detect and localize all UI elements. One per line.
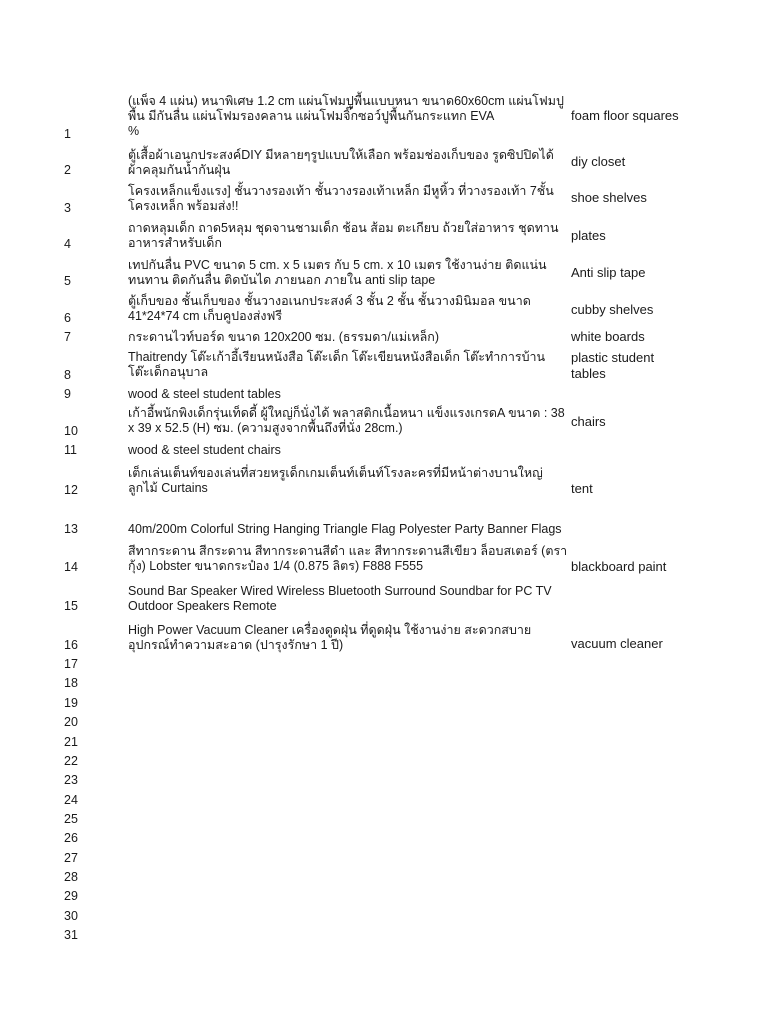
item-category: cubby shelves — [571, 302, 654, 317]
row-number: 31 — [64, 928, 78, 942]
item-description: Sound Bar Speaker Wired Wireless Bluetooth Surround Soundbar for PC TV Outdoor Speakers Remote — [128, 584, 552, 613]
table-row — [0, 888, 768, 907]
item-category: plates — [571, 228, 606, 243]
item-category: Anti slip tape — [571, 265, 646, 280]
row-number: 9 — [64, 387, 71, 401]
table-row — [0, 542, 768, 580]
table-row — [0, 621, 768, 657]
item-category: foam floor squares — [571, 108, 679, 123]
row-number: 21 — [64, 735, 78, 749]
table-row — [0, 772, 768, 791]
row-number: 22 — [64, 754, 78, 768]
row-number: 7 — [64, 330, 71, 344]
table-row — [0, 714, 768, 733]
item-description: wood & steel student chairs — [128, 443, 281, 457]
table-row — [0, 734, 768, 753]
row-number: 18 — [64, 676, 78, 690]
table-row — [0, 869, 768, 888]
row-number: 25 — [64, 812, 78, 826]
table-row — [0, 830, 768, 849]
row-number: 8 — [64, 368, 71, 382]
item-description: ตู้เสื้อผ้าเอนกประสงค์DIY มีหลายๆรูปแบบให้เลือก พร้อมช่องเก็บของ รูดซิปปิดได้ ผ้าคลุมกันน้ำกันฝุ่น — [128, 148, 554, 177]
table-row — [0, 908, 768, 927]
table-row — [0, 811, 768, 830]
table-row — [0, 850, 768, 869]
table-row — [0, 220, 768, 256]
table-row — [0, 146, 768, 180]
table-row — [0, 753, 768, 772]
row-number: 27 — [64, 851, 78, 865]
row-number: 19 — [64, 696, 78, 710]
table-row — [0, 385, 768, 403]
item-category: white boards — [571, 329, 645, 344]
row-number: 10 — [64, 424, 78, 438]
row-number: 14 — [64, 560, 78, 574]
row-number: 29 — [64, 889, 78, 903]
table-row — [0, 92, 768, 142]
item-description: กระดานไวท์บอร์ด ขนาด 120x200 ซม. (ธรรมดา/แม่เหล็ก) — [128, 330, 440, 344]
item-category: vacuum cleaner — [571, 636, 663, 651]
row-number: 4 — [64, 237, 71, 251]
item-category: plastic student tables — [571, 350, 655, 381]
table-row — [0, 695, 768, 714]
item-category: diy closet — [571, 154, 626, 169]
item-description: Thaitrendy โต๊ะเก้าอี้เรียนหนังสือ โต๊ะเด็ก โต๊ะเขียนหนังสือเด็ก โต๊ะทำการบ้าน โต๊ะเด็กอนุบาล — [128, 350, 546, 379]
item-description: ตู้เก็บของ ชั้นเก็บของ ชั้นวางอเนกประสงค์ 3 ชั้น 2 ชั้น ชั้นวางมินิมอล ขนาด 41*24*74 cm เก็บคูปองส่งฟรี — [128, 294, 531, 323]
table-row — [0, 792, 768, 811]
item-description: wood & steel student tables — [128, 387, 281, 401]
item-category: blackboard paint — [571, 559, 667, 574]
row-number: 23 — [64, 773, 78, 787]
row-number: 6 — [64, 311, 71, 325]
table-row — [0, 328, 768, 348]
table-row — [0, 441, 768, 459]
item-description: เก้าอี้พนักพิงเด็กรุ่นเท็ดดี้ ผู้ใหญ่ก็นั่งได้ พลาสติกเนื้อหนา แข็งแรงเกรดA ขนาด : 38 x 39 x 52.5 (H) ซม. (ความสูงจากพื้นถึงที่นั่ง 28cm.) — [128, 406, 565, 435]
item-category: chairs — [571, 414, 606, 429]
row-number: 26 — [64, 831, 78, 845]
item-description: 40m/200m Colorful String Hanging Triangle Flag Polyester Party Banner Flags — [128, 522, 562, 536]
table-row — [0, 675, 768, 694]
table-row — [0, 656, 768, 675]
row-number: 28 — [64, 870, 78, 884]
item-description: High Power Vacuum Cleaner เครื่องดูดฝุ่น ที่ดูดฝุ่น ใช้งานง่าย สะดวกสบาย อุปกรณ์ทำความสะอาด (ปารุงรักษา 1 ปี) — [128, 623, 532, 652]
row-number: 11 — [64, 443, 77, 457]
row-number: 5 — [64, 274, 71, 288]
table-row — [0, 520, 768, 540]
row-number: 17 — [64, 657, 78, 671]
item-description: เต็กเล่นเต็นท์ของเล่นที่สวยหรูเด็กเกมเต็นท์เต็นท์โรงละครที่มีหน้าต่างบานใหญ่ลูกไม้ Curtains — [128, 466, 543, 495]
table-row — [0, 182, 768, 218]
table-row — [0, 927, 768, 946]
table-row — [0, 256, 768, 292]
row-number: 24 — [64, 793, 78, 807]
item-description: เทปกันลื่น PVC ขนาด 5 cm. x 5 เมตร กับ 5 cm. x 10 เมตร ใช้งานง่าย ติดแน่น ทนทาน ติดกันลื่น ติดบันได ภายนอก ภายใน anti slip tape — [128, 258, 547, 287]
item-description: ถาดหลุมเด็ก ถาด5หลุม ชุดจานชามเด็ก ช้อน ส้อม ตะเกียบ ถ้วยใส่อาหาร ชุดทานอาหารสำหรับเด็ก — [128, 221, 559, 250]
item-category: tent — [571, 481, 593, 496]
row-number: 30 — [64, 909, 78, 923]
row-number: 2 — [64, 163, 71, 177]
table-row — [0, 582, 768, 622]
item-category: shoe shelves — [571, 190, 647, 205]
row-number: 15 — [64, 599, 78, 613]
table-row — [0, 462, 768, 502]
table-row — [0, 348, 768, 384]
item-description: สีทากระดาน สีกระดาน สีทากระดานสีดำ และ สีทากระดานสีเขียว ล็อบสเตอร์ (ตรากุ้ง) Lobster ขนาดกระป๋อง 1/4 (0.875 ลิตร) F888 F555 — [128, 544, 568, 573]
row-number: 1 — [64, 127, 71, 141]
row-number: 16 — [64, 638, 78, 652]
row-number: 12 — [64, 483, 78, 497]
row-number: 20 — [64, 715, 78, 729]
item-description: (แพ็จ 4 แผ่น) หนาพิเศษ 1.2 cm แผ่นโฟมปูพื้นแบบหนา ขนาด60x60cm แผ่นโฟมปูพื้น มีกันลื่น แผ่นโฟมรองคลาน แผ่นโฟมจิ๊กซอว์ปูพื้นกันกระแทก EVA % — [128, 94, 564, 138]
table-row — [0, 292, 768, 328]
table-row — [0, 404, 768, 442]
row-number: 13 — [64, 522, 78, 536]
item-description: โครงเหล็กแข็งแรง] ชั้นวางรองเท้า ชั้นวางรองเท้าเหล็ก มีหูหิ้ว ที่วางรองเท้า 7ชั้น โครงเหล็ก พร้อมส่ง!! — [128, 184, 554, 213]
row-number: 3 — [64, 201, 71, 215]
